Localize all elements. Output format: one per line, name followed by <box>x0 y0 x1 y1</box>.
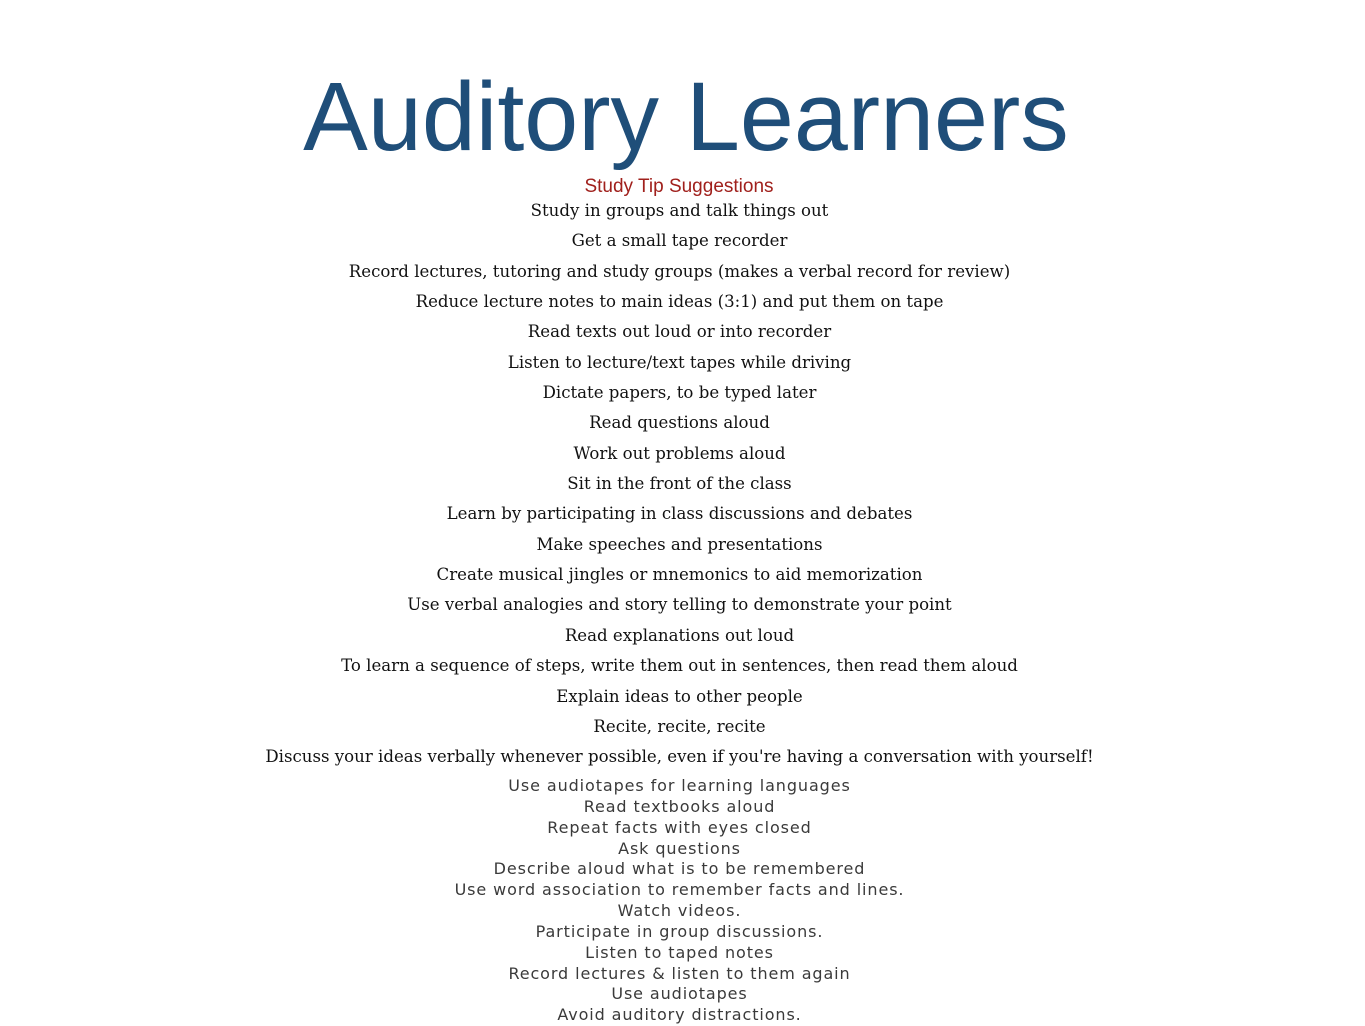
study-tip: Work out problems aloud <box>573 443 786 463</box>
study-tip: Learn by participating in class discussions and debates <box>446 504 913 524</box>
additional-tip: Watch videos. <box>617 901 742 921</box>
study-tip: Recite, recite, recite <box>593 716 766 736</box>
study-tip: Study in groups and talk things out <box>530 201 829 220</box>
slide-title: Auditory Learners <box>303 62 1069 171</box>
study-tip: Get a small tape recorder <box>571 231 788 251</box>
additional-tip: Avoid auditory distractions. <box>557 1005 802 1025</box>
study-tip: Sit in the front of the class <box>567 474 792 494</box>
study-tip: Reduce lecture notes to main ideas (3:1) and put them on tape <box>415 292 944 312</box>
study-tip: Listen to lecture/text tapes while driving <box>507 352 852 372</box>
additional-tip: Use audiotapes <box>611 984 748 1004</box>
study-tip: To learn a sequence of steps, write them out in sentences, then read them aloud <box>341 656 1018 676</box>
study-tip: Read explanations out loud <box>564 625 795 645</box>
study-tip: Read questions aloud <box>589 413 770 433</box>
study-tip: Explain ideas to other people <box>556 686 803 706</box>
additional-tip: Participate in group discussions. <box>535 921 824 941</box>
additional-tip: Listen to taped notes <box>585 942 774 962</box>
additional-tip: Read textbooks aloud <box>583 796 776 816</box>
study-tip: Use verbal analogies and story telling to demonstrate your point <box>407 595 952 615</box>
additional-tip: Repeat facts with eyes closed <box>547 817 812 837</box>
slide-subtitle: Study Tip Suggestions <box>584 176 774 197</box>
study-tip: Create musical jingles or mnemonics to aid memorization <box>436 565 923 585</box>
additional-tip: Use word association to remember facts and lines. <box>454 880 905 900</box>
additional-tip: Describe aloud what is to be remembered <box>493 859 866 879</box>
additional-tip: Ask questions <box>618 838 741 858</box>
study-tip: Record lectures, tutoring and study groups (makes a verbal record for review) <box>348 261 1011 281</box>
study-tip: Read texts out loud or into recorder <box>527 322 832 342</box>
study-tip: Discuss your ideas verbally whenever possible, even if you're having a conversation with yourself! <box>265 747 1094 767</box>
study-tips-list <box>0 196 1359 773</box>
additional-tip: Record lectures & listen to them again <box>508 963 851 983</box>
additional-tips-list <box>0 776 1359 1026</box>
study-tip: Make speeches and presentations <box>536 534 823 554</box>
additional-tip: Use audiotapes for learning languages <box>508 776 851 795</box>
study-tip: Dictate papers, to be typed later <box>542 383 817 403</box>
